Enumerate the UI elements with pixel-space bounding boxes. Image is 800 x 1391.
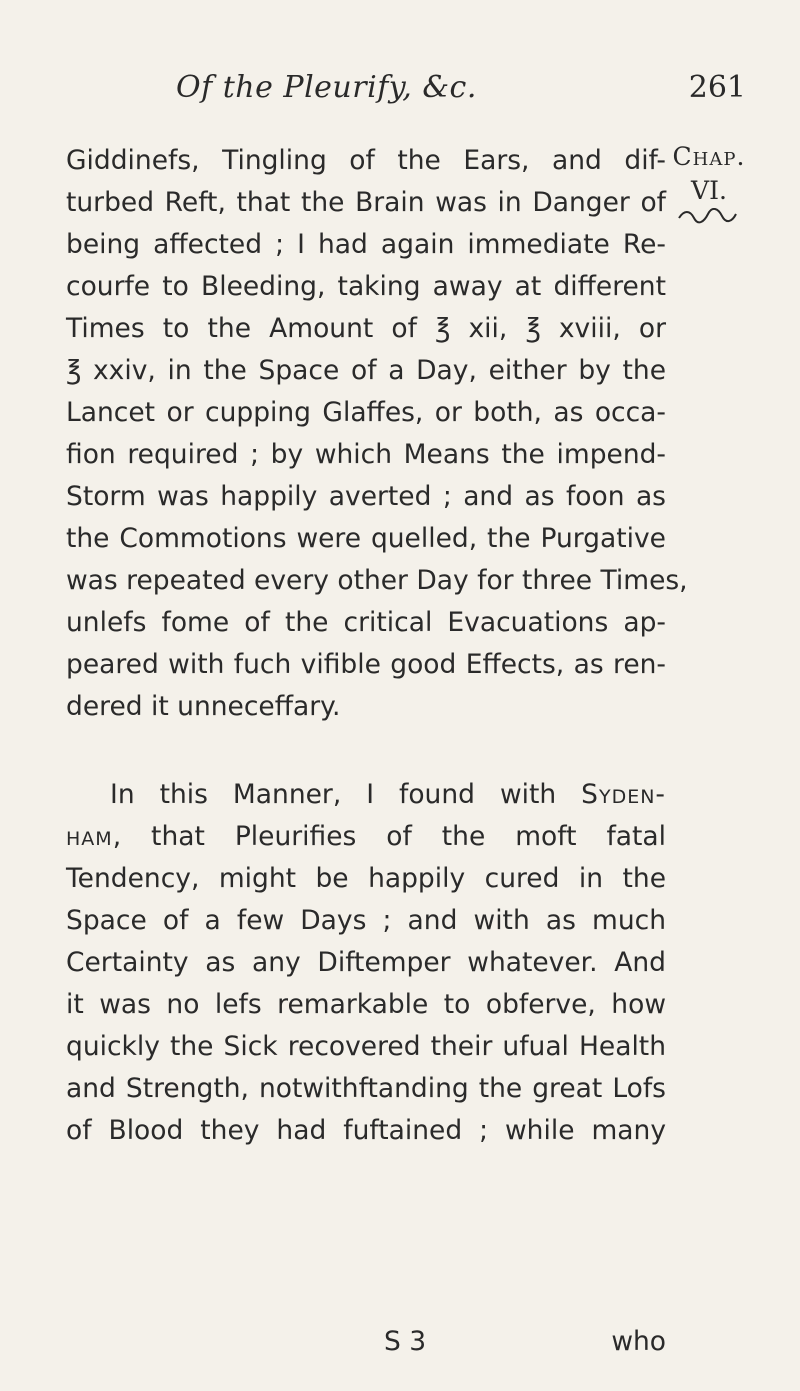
paragraph-gap (66, 728, 666, 774)
text-line: and Strength, notwithftanding the great Lofs (66, 1073, 666, 1104)
text-line: dered it unneceffary. (66, 691, 341, 722)
text-line: the Commotions were quelled, the Purgative (66, 523, 666, 554)
text-line: peared with fuch vifible good Effects, as ren- (66, 649, 666, 680)
text-line: Certainty as any Diftemper whatever. And (66, 947, 666, 978)
text-line: Giddinefs, Tingling of the Ears, and dif- (66, 145, 666, 176)
text-line (66, 816, 666, 858)
text-line: turbed Reft, that the Brain was in Danger of (66, 187, 666, 218)
text-line: quickly the Sick recovered their ufual Health (66, 1031, 666, 1062)
text-line: was repeated every other Day for three Times, (66, 565, 688, 596)
text-line: courfe to Bleeding, taking away at different (66, 271, 666, 302)
text-line: unlefs fome of the critical Evacuations ap- (66, 607, 666, 638)
text-line (66, 774, 666, 816)
paragraph-2 (66, 774, 666, 1152)
running-head: Of the Pleurify, &c. (176, 70, 477, 105)
body-text (66, 140, 688, 1152)
text-line: it was no lefs remarkable to obferve, how (66, 989, 666, 1020)
chapter-number: VI. (691, 176, 727, 205)
text-line: Lancet or cupping Glaffes, or both, as occa- (66, 397, 666, 428)
text-fragment: In this Manner, I found with (110, 779, 582, 810)
paragraph-1 (66, 140, 688, 728)
text-line: Storm was happily averted ; and as foon as (66, 481, 666, 512)
text-line: Tendency, might be happily cured in the (66, 863, 666, 894)
text-line: Space of a few Days ; and with as much (66, 905, 666, 936)
text-line: fion required ; by which Means the impend- (66, 439, 666, 470)
author-name: ham (66, 821, 113, 852)
page-number: 261 (688, 70, 746, 105)
page-footer (66, 1326, 666, 1366)
text-fragment: , that Pleurifies of the moft fatal (112, 821, 666, 852)
chapter-label: Chap. (672, 142, 746, 171)
author-name: Syden- (581, 779, 666, 810)
text-line: being affected ; I had again immediate Re- (66, 229, 666, 260)
text-line: Times to the Amount of ℥ xii, ℥ xviii, or (66, 313, 666, 344)
catchword: who (611, 1326, 666, 1357)
signature-mark: S 3 (384, 1326, 427, 1357)
page-header (176, 70, 746, 110)
text-line: ℥ xxiv, in the Space of a Day, either by the (66, 355, 666, 386)
text-line: of Blood they had fuftained ; while many (66, 1115, 666, 1146)
